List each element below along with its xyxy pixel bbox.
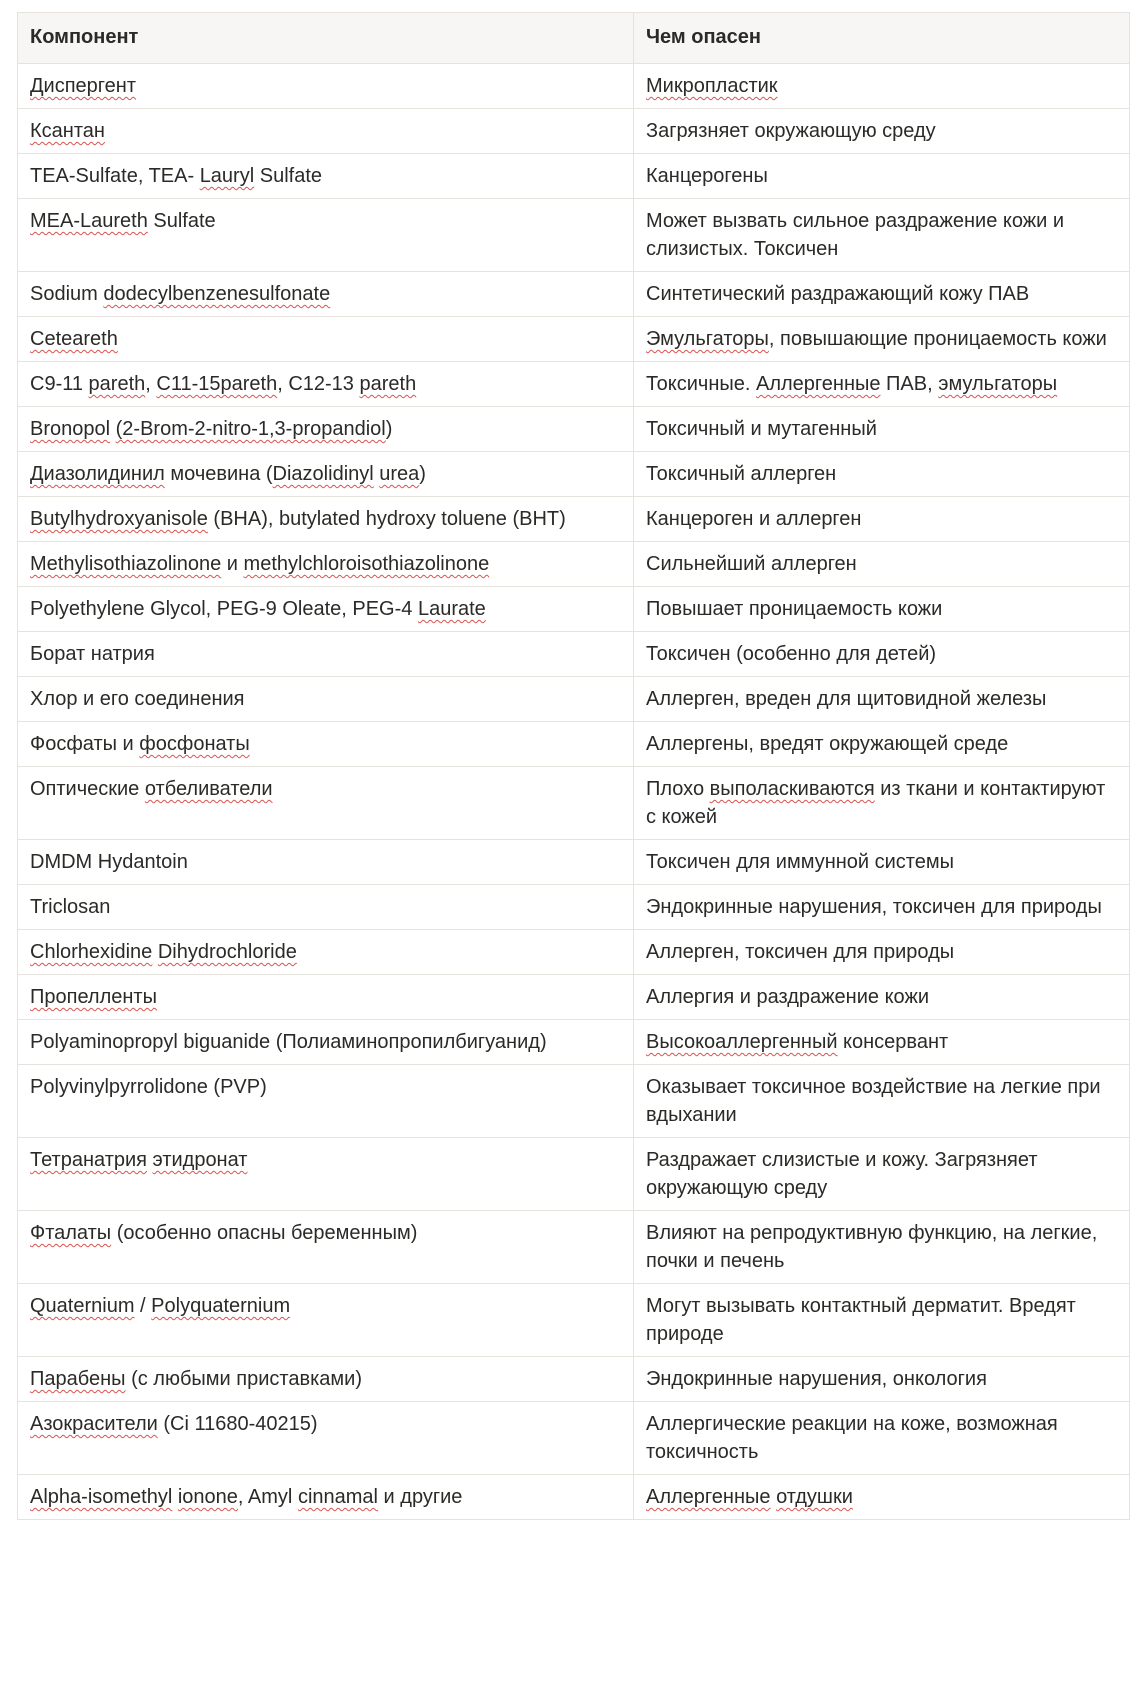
table-row — [18, 542, 1130, 587]
cell-danger — [634, 930, 1130, 975]
cell-component — [18, 1284, 634, 1357]
table-row — [18, 767, 1130, 840]
cell-component — [18, 1402, 634, 1475]
cell-text: Токсичный аллерген — [646, 463, 837, 485]
cell-danger — [634, 407, 1130, 452]
cell-component — [18, 64, 634, 109]
cell-text: Sulfate — [147, 210, 216, 232]
cell-text: Может вызвать сильное раздражение кожи и слизистых. Токсичен — [646, 210, 1065, 260]
cell-text: Загрязняет окружающую среду — [646, 120, 936, 142]
cell-danger — [634, 317, 1130, 362]
spellcheck-word: Фталаты — [30, 1222, 112, 1244]
table-row — [18, 64, 1130, 109]
cell-text: (с любыми приставками) — [125, 1368, 362, 1390]
cell-text: и — [221, 553, 244, 575]
cell-text: консервант — [837, 1031, 949, 1053]
cell-text: Токсичный и мутагенный — [646, 418, 877, 440]
cell-danger — [634, 885, 1130, 930]
cell-text: Polyaminopropyl biguanide (Полиаминопропилбигуанид) — [30, 1031, 547, 1053]
cell-text: TEA-Sulfate, TEA- — [30, 165, 200, 187]
spellcheck-word: Alpha-isomethyl — [30, 1486, 173, 1508]
spellcheck-word: MEA-Laureth — [30, 210, 148, 232]
ingredients-table-container — [17, 12, 1129, 1520]
cell-danger — [634, 362, 1130, 407]
cell-text: / — [134, 1295, 152, 1317]
cell-text: Эндокринные нарушения, токсичен для природы — [646, 896, 1102, 918]
spellcheck-word: Эмульгаторы — [646, 328, 769, 350]
spellcheck-word: pareth — [88, 373, 146, 395]
table-row — [18, 452, 1130, 497]
cell-danger — [634, 632, 1130, 677]
cell-component — [18, 1211, 634, 1284]
cell-component — [18, 885, 634, 930]
spellcheck-word: фосфонаты — [139, 733, 250, 755]
cell-text: Sodium — [30, 283, 104, 305]
cell-component — [18, 452, 634, 497]
cell-text: Токсичен (особенно для детей) — [646, 643, 937, 665]
spellcheck-word: C11-15pareth — [156, 373, 278, 395]
table-row — [18, 1284, 1130, 1357]
cell-component — [18, 154, 634, 199]
cell-component — [18, 1020, 634, 1065]
cell-component — [18, 722, 634, 767]
cell-text: DMDM Hydantoin — [30, 851, 188, 873]
cell-text: Polyethylene Glycol, PEG-9 Oleate, PEG-4 — [30, 598, 418, 620]
cell-danger — [634, 199, 1130, 272]
table-row — [18, 587, 1130, 632]
table-row — [18, 930, 1130, 975]
spellcheck-word: Chlorhexidine — [30, 941, 153, 963]
cell-danger — [634, 767, 1130, 840]
cell-component — [18, 362, 634, 407]
cell-danger — [634, 1020, 1130, 1065]
cell-text: Аллергические реакции на коже, возможная токсичность — [646, 1413, 1058, 1463]
cell-text: и другие — [377, 1486, 463, 1508]
spellcheck-word: Diazolidinyl — [272, 463, 374, 485]
table-row — [18, 722, 1130, 767]
cell-component — [18, 199, 634, 272]
spellcheck-word: Высокоаллергенный — [646, 1031, 838, 1053]
cell-danger — [634, 497, 1130, 542]
spellcheck-word: Ксантан — [30, 120, 105, 142]
header-danger: Чем опасен — [634, 13, 1130, 64]
spellcheck-word: cinnamal — [297, 1486, 378, 1508]
cell-text: Аллергены, вредят окружающей среде — [646, 733, 1009, 755]
cell-danger — [634, 840, 1130, 885]
cell-danger — [634, 975, 1130, 1020]
cell-component — [18, 1475, 634, 1520]
table-body — [18, 64, 1130, 1520]
cell-danger — [634, 64, 1130, 109]
cell-text: Эндокринные нарушения, онкология — [646, 1368, 987, 1390]
cell-component — [18, 1138, 634, 1211]
table-row — [18, 1402, 1130, 1475]
cell-danger — [634, 722, 1130, 767]
cell-text: , повышающие проницаемость кожи — [768, 328, 1107, 350]
spellcheck-word: dodecylbenzenesulfonate — [103, 283, 331, 305]
spellcheck-word: Dihydrochloride — [157, 941, 297, 963]
table-row — [18, 1357, 1130, 1402]
cell-component — [18, 767, 634, 840]
cell-text: Влияют на репродуктивную функцию, на легкие, почки и печень — [646, 1222, 1098, 1272]
cell-danger — [634, 154, 1130, 199]
spellcheck-word: Аллергенные — [756, 373, 881, 395]
spellcheck-word: Парабены — [30, 1368, 126, 1390]
table-row — [18, 677, 1130, 722]
cell-component — [18, 587, 634, 632]
table-header — [18, 13, 1130, 64]
cell-text: , — [145, 373, 157, 395]
cell-danger — [634, 109, 1130, 154]
table-row — [18, 109, 1130, 154]
spellcheck-word: Laurate — [417, 598, 486, 620]
cell-text: Оптические — [30, 778, 145, 800]
spellcheck-word: pareth — [359, 373, 417, 395]
table-row — [18, 1138, 1130, 1211]
header-row — [18, 13, 1130, 64]
cell-text: Triclosan — [30, 896, 111, 918]
table-row — [18, 272, 1130, 317]
cell-component — [18, 840, 634, 885]
spellcheck-word: methylchloroisothiazolinone — [243, 553, 490, 575]
cell-component — [18, 930, 634, 975]
cell-text: ) — [419, 463, 426, 485]
cell-text: мочевина ( — [164, 463, 273, 485]
cell-text: Синтетический раздражающий кожу ПАВ — [646, 283, 1030, 305]
table-row — [18, 317, 1130, 362]
cell-text: Аллергия и раздражение кожи — [646, 986, 929, 1008]
spellcheck-word: Ceteareth — [30, 328, 118, 350]
cell-component — [18, 272, 634, 317]
spellcheck-word: (2-Brom-2-nitro-1,3-propandiol — [115, 418, 386, 440]
cell-text: (особенно опасны беременным) — [111, 1222, 418, 1244]
cell-text: Polyvinylpyrrolidone (PVP) — [30, 1076, 267, 1098]
cell-text: Повышает проницаемость кожи — [646, 598, 943, 620]
spellcheck-word: Диазолидинил — [30, 463, 165, 485]
cell-text: Могут вызывать контактный дерматит. Вредят природе — [646, 1295, 1076, 1345]
spellcheck-word: Микропластик — [646, 75, 778, 97]
cell-text: Оказывает токсичное воздействие на легкие при вдыхании — [646, 1076, 1101, 1126]
cell-text: Аллерген, вреден для щитовидной железы — [646, 688, 1047, 710]
spellcheck-word: Аллергенные — [646, 1486, 771, 1508]
cell-text: C9-11 — [30, 373, 89, 395]
table-row — [18, 407, 1130, 452]
cell-text: Канцероген и аллерген — [646, 508, 862, 530]
cell-text: Хлор и его соединения — [30, 688, 245, 710]
spellcheck-word: ionone — [177, 1486, 238, 1508]
spellcheck-word: Тетранатрия — [30, 1149, 147, 1171]
spellcheck-word: отбеливатели — [144, 778, 273, 800]
table-row — [18, 1475, 1130, 1520]
spellcheck-word: Пропелленты — [30, 986, 157, 1008]
spellcheck-word: эмульгаторы — [938, 373, 1058, 395]
cell-text: , Amyl — [237, 1486, 298, 1508]
cell-text: Аллерген, токсичен для природы — [646, 941, 955, 963]
table-row — [18, 885, 1130, 930]
cell-component — [18, 1357, 634, 1402]
cell-component — [18, 632, 634, 677]
spellcheck-word: Quaternium — [30, 1295, 135, 1317]
cell-component — [18, 677, 634, 722]
cell-text: Канцерогены — [646, 165, 768, 187]
cell-component — [18, 975, 634, 1020]
spellcheck-word: выполаскиваются — [709, 778, 875, 800]
spellcheck-word: этидронат — [152, 1149, 248, 1171]
cell-danger — [634, 1065, 1130, 1138]
spellcheck-word: Polyquaternium — [151, 1295, 291, 1317]
table-row — [18, 362, 1130, 407]
spellcheck-word: Азокрасители — [30, 1413, 158, 1435]
cell-text: ПАВ, — [880, 373, 939, 395]
spellcheck-word: Lauryl — [199, 165, 255, 187]
cell-text: Раздражает слизистые и кожу. Загрязняет окружающую среду — [646, 1149, 1038, 1199]
ingredients-table — [17, 12, 1130, 1520]
cell-text: , C12-13 — [277, 373, 360, 395]
cell-danger — [634, 272, 1130, 317]
cell-text: (BHA), butylated hydroxy toluene (BHT) — [207, 508, 566, 530]
cell-component — [18, 497, 634, 542]
table-row — [18, 632, 1130, 677]
cell-text: из ткани и контактируют с кожей — [646, 778, 1106, 828]
cell-danger — [634, 1138, 1130, 1211]
spellcheck-word: Bronopol — [30, 418, 111, 440]
table-row — [18, 840, 1130, 885]
header-component: Компонент — [18, 13, 634, 64]
cell-component — [18, 542, 634, 587]
table-row — [18, 1065, 1130, 1138]
cell-component — [18, 109, 634, 154]
table-row — [18, 497, 1130, 542]
cell-component — [18, 1065, 634, 1138]
cell-component — [18, 407, 634, 452]
cell-text: Фосфаты и — [30, 733, 140, 755]
cell-danger — [634, 677, 1130, 722]
cell-component — [18, 317, 634, 362]
cell-danger — [634, 1211, 1130, 1284]
cell-danger — [634, 1402, 1130, 1475]
table-row — [18, 1020, 1130, 1065]
spellcheck-word: Диспергент — [30, 75, 136, 97]
cell-danger — [634, 1284, 1130, 1357]
cell-text: Токсичен для иммунной системы — [646, 851, 954, 873]
table-row — [18, 199, 1130, 272]
cell-danger — [634, 587, 1130, 632]
table-row — [18, 975, 1130, 1020]
cell-text: Сильнейший аллерген — [646, 553, 857, 575]
table-row — [18, 154, 1130, 199]
cell-text: Борат натрия — [30, 643, 155, 665]
cell-danger — [634, 542, 1130, 587]
cell-text: (Ci 11680-40215) — [157, 1413, 318, 1435]
cell-danger — [634, 1357, 1130, 1402]
cell-text: Sulfate — [254, 165, 322, 187]
cell-danger — [634, 452, 1130, 497]
spellcheck-word: Butylhydroxyanisole — [30, 508, 208, 530]
table-row — [18, 1211, 1130, 1284]
spellcheck-word: отдушки — [776, 1486, 853, 1508]
cell-text: Токсичные. — [646, 373, 756, 395]
cell-text: Плохо — [646, 778, 710, 800]
spellcheck-word: Methylisothiazolinone — [30, 553, 222, 575]
spellcheck-word: urea — [379, 463, 420, 485]
cell-text: ) — [385, 418, 393, 440]
cell-danger — [634, 1475, 1130, 1520]
